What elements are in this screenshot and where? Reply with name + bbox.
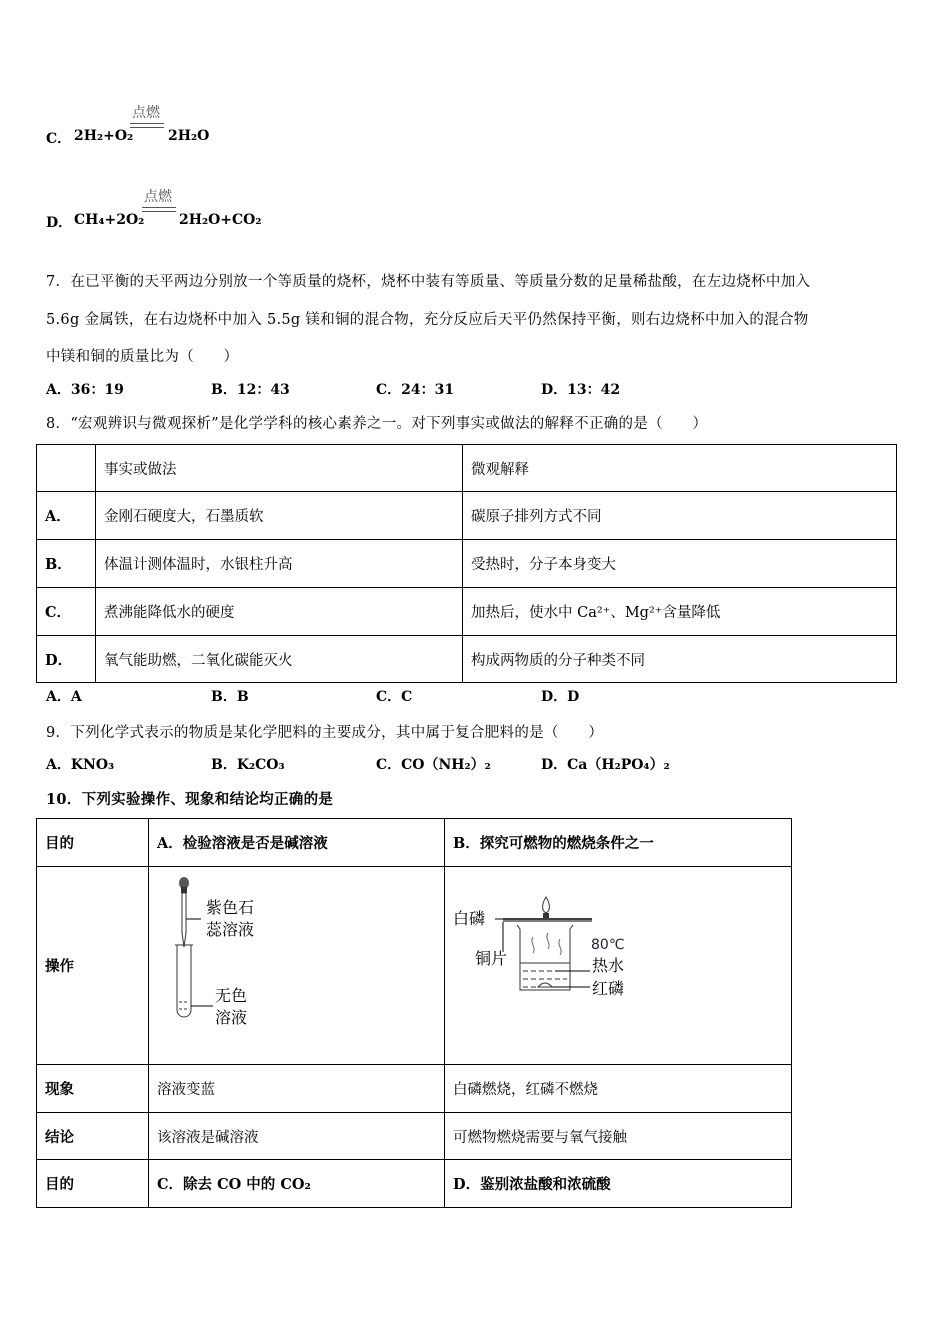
cell: C．除去 CO 中的 CO₂ (149, 1160, 445, 1208)
combustion-experiment-figure (445, 867, 791, 1064)
header-cell: 微观解释 (463, 445, 897, 492)
option-d: D．Ca（H₂PO₄）₂ (541, 757, 670, 773)
option-c: C．24：31 (376, 382, 455, 398)
cell: 白磷燃烧，红磷不燃烧 (445, 1065, 792, 1113)
option-a: A．A (46, 689, 82, 705)
hot-water-label: 热水 (592, 956, 625, 975)
q10-table (36, 818, 792, 1208)
option-label: D． (46, 215, 73, 231)
q8-table (36, 444, 897, 683)
row-label: B． (37, 540, 96, 588)
fact-cell: 金刚石硬度大，石墨质软 (96, 492, 463, 540)
option-d: D．D (541, 689, 580, 705)
reaction-condition: 点燃 (144, 189, 172, 205)
fact-cell: 煮沸能降低水的硬度 (96, 588, 463, 636)
table-header-row (37, 445, 897, 492)
equation-rhs: 2H₂O (168, 128, 210, 144)
equation-lhs: 2H₂+O₂ (74, 128, 134, 144)
flame-icon (543, 897, 550, 918)
fact-cell: 氧气能助燃，二氧化碳能灭火 (96, 636, 463, 683)
cell: 溶液变蓝 (149, 1065, 445, 1113)
option-label: C． (46, 131, 72, 147)
reaction-condition: 点燃 (132, 105, 160, 121)
copper-label: 铜片 (475, 949, 508, 968)
header-cell: 事实或做法 (96, 445, 463, 492)
row-label: 目的 (37, 1160, 149, 1208)
table-row-purpose (37, 819, 792, 867)
dropper-label: 紫色石 (206, 898, 255, 917)
explanation-cell: 构成两物质的分子种类不同 (463, 636, 897, 683)
row-label: C． (37, 588, 96, 636)
q10-stem: 10．下列实验操作、现象和结论均正确的是 (46, 791, 334, 808)
figure-a-cell (149, 867, 445, 1065)
option-b: B．B (211, 689, 249, 705)
header-cell (37, 445, 96, 492)
dropper-label: 蕊溶液 (206, 920, 255, 939)
figure-b-cell (445, 867, 792, 1065)
explanation-cell: 碳原子排列方式不同 (463, 492, 897, 540)
beaker-icon (517, 925, 590, 990)
red-phosphorus-label: 红磷 (592, 979, 625, 998)
row-label: D． (37, 636, 96, 683)
option-d: D．13：42 (541, 382, 621, 398)
option-c: C．C (376, 689, 413, 705)
q8-stem: 8．“宏观辨识与微观探析”是化学学科的核心素养之一。对下列事实或做法的解释不正确的是（ ） (46, 416, 708, 432)
table-row (37, 540, 897, 588)
explanation-cell: 受热时，分子本身变大 (463, 540, 897, 588)
option-b: B．K₂CO₃ (211, 757, 285, 773)
table-row (37, 492, 897, 540)
white-phosphorus-label: 白磷 (453, 909, 486, 928)
row-label: 操作 (37, 867, 149, 1065)
option-b: B．12：43 (211, 382, 290, 398)
table-row (37, 588, 897, 636)
option-c: C．CO（NH₂）₂ (376, 757, 491, 773)
table-row-purpose (37, 1160, 792, 1208)
table-row-operation (37, 867, 792, 1065)
equals-sign (130, 123, 164, 128)
cell: B．探究可燃物的燃烧条件之一 (445, 819, 792, 867)
row-label: 现象 (37, 1065, 149, 1113)
option-a: A．36：19 (46, 382, 124, 398)
q9-stem: 9．下列化学式表示的物质是某化学肥料的主要成分，其中属于复合肥料的是（ ） (46, 725, 604, 741)
equals-sign (142, 207, 176, 212)
equation-lhs: CH₄+2O₂ (74, 212, 145, 228)
cell: A．检验溶液是否是碱溶液 (149, 819, 445, 867)
row-label: A． (37, 492, 96, 540)
option-a: A．KNO₃ (46, 757, 115, 773)
table-row (37, 636, 897, 683)
q7-stem-line-2: 5.6g 金属铁，在右边烧杯中加入 5.5g 镁和铜的混合物，充分反应后天平仍然保持平衡，则右边烧杯中加入的混合物 (46, 312, 809, 328)
litmus-test-figure (149, 867, 444, 1064)
equation-rhs: 2H₂O+CO₂ (179, 212, 262, 228)
temperature-label: 80℃ (591, 937, 625, 953)
q7-stem-line-1: 7．在已平衡的天平两边分别放一个等质量的烧杯，烧杯中装有等质量、等质量分数的足量稀盐酸，在左边烧杯中加入 (46, 274, 811, 290)
q7-stem-line-3: 中镁和铜的质量比为（ ） (46, 349, 239, 365)
fact-cell: 体温计测体温时，水银柱升高 (96, 540, 463, 588)
tube-label: 无色 (215, 986, 248, 1005)
dropper-icon (179, 877, 201, 947)
table-row-conclusion (37, 1113, 792, 1160)
cell: D．鉴别浓盐酸和浓硫酸 (445, 1160, 792, 1208)
row-label: 目的 (37, 819, 149, 867)
tube-label: 溶液 (215, 1008, 248, 1027)
explanation-cell: 加热后，使水中 Ca²⁺、Mg²⁺含量降低 (463, 588, 897, 636)
row-label: 结论 (37, 1113, 149, 1160)
test-tube-icon (175, 945, 213, 1017)
cell: 可燃物燃烧需要与氧气接触 (445, 1113, 792, 1160)
cell: 该溶液是碱溶液 (149, 1113, 445, 1160)
table-row-phenomenon (37, 1065, 792, 1113)
